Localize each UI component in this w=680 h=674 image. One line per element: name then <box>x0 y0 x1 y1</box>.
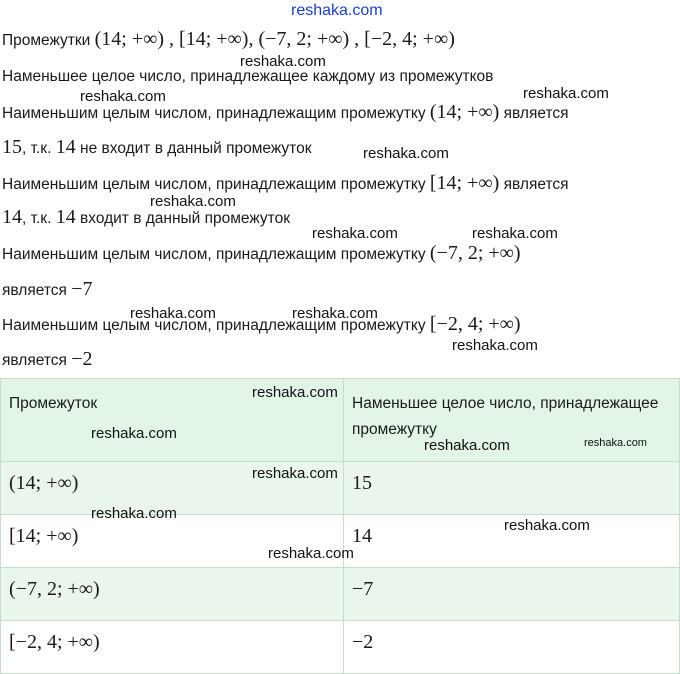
watermark: reshaka.com <box>268 545 354 562</box>
watermark: reshaka.com <box>240 53 326 70</box>
watermark: reshaka.com <box>91 425 177 442</box>
statement-4 <box>2 313 521 336</box>
table-row <box>1 621 680 674</box>
watermark: reshaka.com <box>523 85 609 102</box>
watermark: reshaka.com <box>130 305 216 322</box>
reason-1-num: 15 <box>2 136 22 158</box>
watermark: reshaka.com <box>504 517 590 534</box>
statement-4-interval: [−2, 4; +∞) <box>429 313 521 335</box>
reason-2-mid: , т.к. <box>22 210 52 227</box>
watermark[interactable]: reshaka.com <box>291 2 383 19</box>
watermark: reshaka.com <box>292 305 378 322</box>
watermark: reshaka.com <box>80 88 166 105</box>
watermark: reshaka.com <box>252 465 338 482</box>
answer-3-num: −7 <box>71 278 93 300</box>
watermark: reshaka.com <box>150 193 236 210</box>
reason-2-num: 14 <box>2 206 22 228</box>
watermark: reshaka.com <box>91 505 177 522</box>
table-cell-min: −2 <box>344 621 680 674</box>
reason-1-mid: , т.к. <box>22 140 52 157</box>
statement-3 <box>2 242 521 265</box>
statement-1-tail: является <box>503 105 569 122</box>
table-cell-interval: (−7, 2; +∞) <box>1 568 344 621</box>
reason-2-num2: 14 <box>55 206 76 228</box>
watermark: reshaka.com <box>584 437 647 449</box>
statement-2-tail: является <box>503 176 569 193</box>
statement-2-interval: [14; +∞) <box>429 172 500 194</box>
statement-1-text: Наименьшим целым числом, принадлежащим промежутку <box>2 105 426 122</box>
answer-4-text: является <box>2 352 67 369</box>
answer-4-num: −2 <box>71 348 93 370</box>
watermark: reshaka.com <box>312 225 398 242</box>
question-line: Наменьшее целое число, принадлежащее каждому из промежутков <box>2 68 494 85</box>
statement-4-text: Наименьшим целым числом, принадлежащим промежутку <box>2 317 426 334</box>
watermark: reshaka.com <box>363 145 449 162</box>
reason-1-text: не входит в данный промежуток <box>80 140 312 157</box>
table-row <box>1 568 680 621</box>
reason-1 <box>2 136 312 159</box>
reason-1-num2: 14 <box>55 136 76 158</box>
reason-2-text: входит в данный промежуток <box>80 210 290 227</box>
table-cell-interval: [−2, 4; +∞) <box>1 621 344 674</box>
statement-2 <box>2 172 569 195</box>
reason-2 <box>2 206 290 229</box>
intervals-line <box>2 28 455 51</box>
answer-3-text: является <box>2 282 67 299</box>
watermark: reshaka.com <box>424 437 510 454</box>
watermark: reshaka.com <box>252 384 338 401</box>
table-header-row <box>1 379 680 462</box>
table-header-min: Наменьшее целое число, принадлежащее промежутку <box>344 379 680 462</box>
intervals-list: (14; +∞) , [14; +∞), (−7, 2; +∞) , [−2, 4; +∞) <box>94 28 455 50</box>
table-cell-min: 15 <box>344 462 680 515</box>
statement-3-interval: (−7, 2; +∞) <box>429 242 521 264</box>
intervals-label: Промежутки <box>2 32 91 49</box>
watermark: reshaka.com <box>472 225 558 242</box>
statement-2-text: Наименьшим целым числом, принадлежащим промежутку <box>2 176 426 193</box>
table-cell-min: −7 <box>344 568 680 621</box>
answer-3 <box>2 278 92 301</box>
table-cell-interval: (14; +∞) <box>1 462 344 515</box>
table-cell-min: 14 <box>344 515 680 568</box>
answer-4 <box>2 348 92 371</box>
table-header-interval: Промежуток <box>1 379 344 462</box>
statement-1-interval: (14; +∞) <box>429 101 500 123</box>
watermark: reshaka.com <box>452 337 538 354</box>
table-cell-interval: [14; +∞) <box>1 515 344 568</box>
statement-3-text: Наименьшим целым числом, принадлежащим промежутку <box>2 246 426 263</box>
